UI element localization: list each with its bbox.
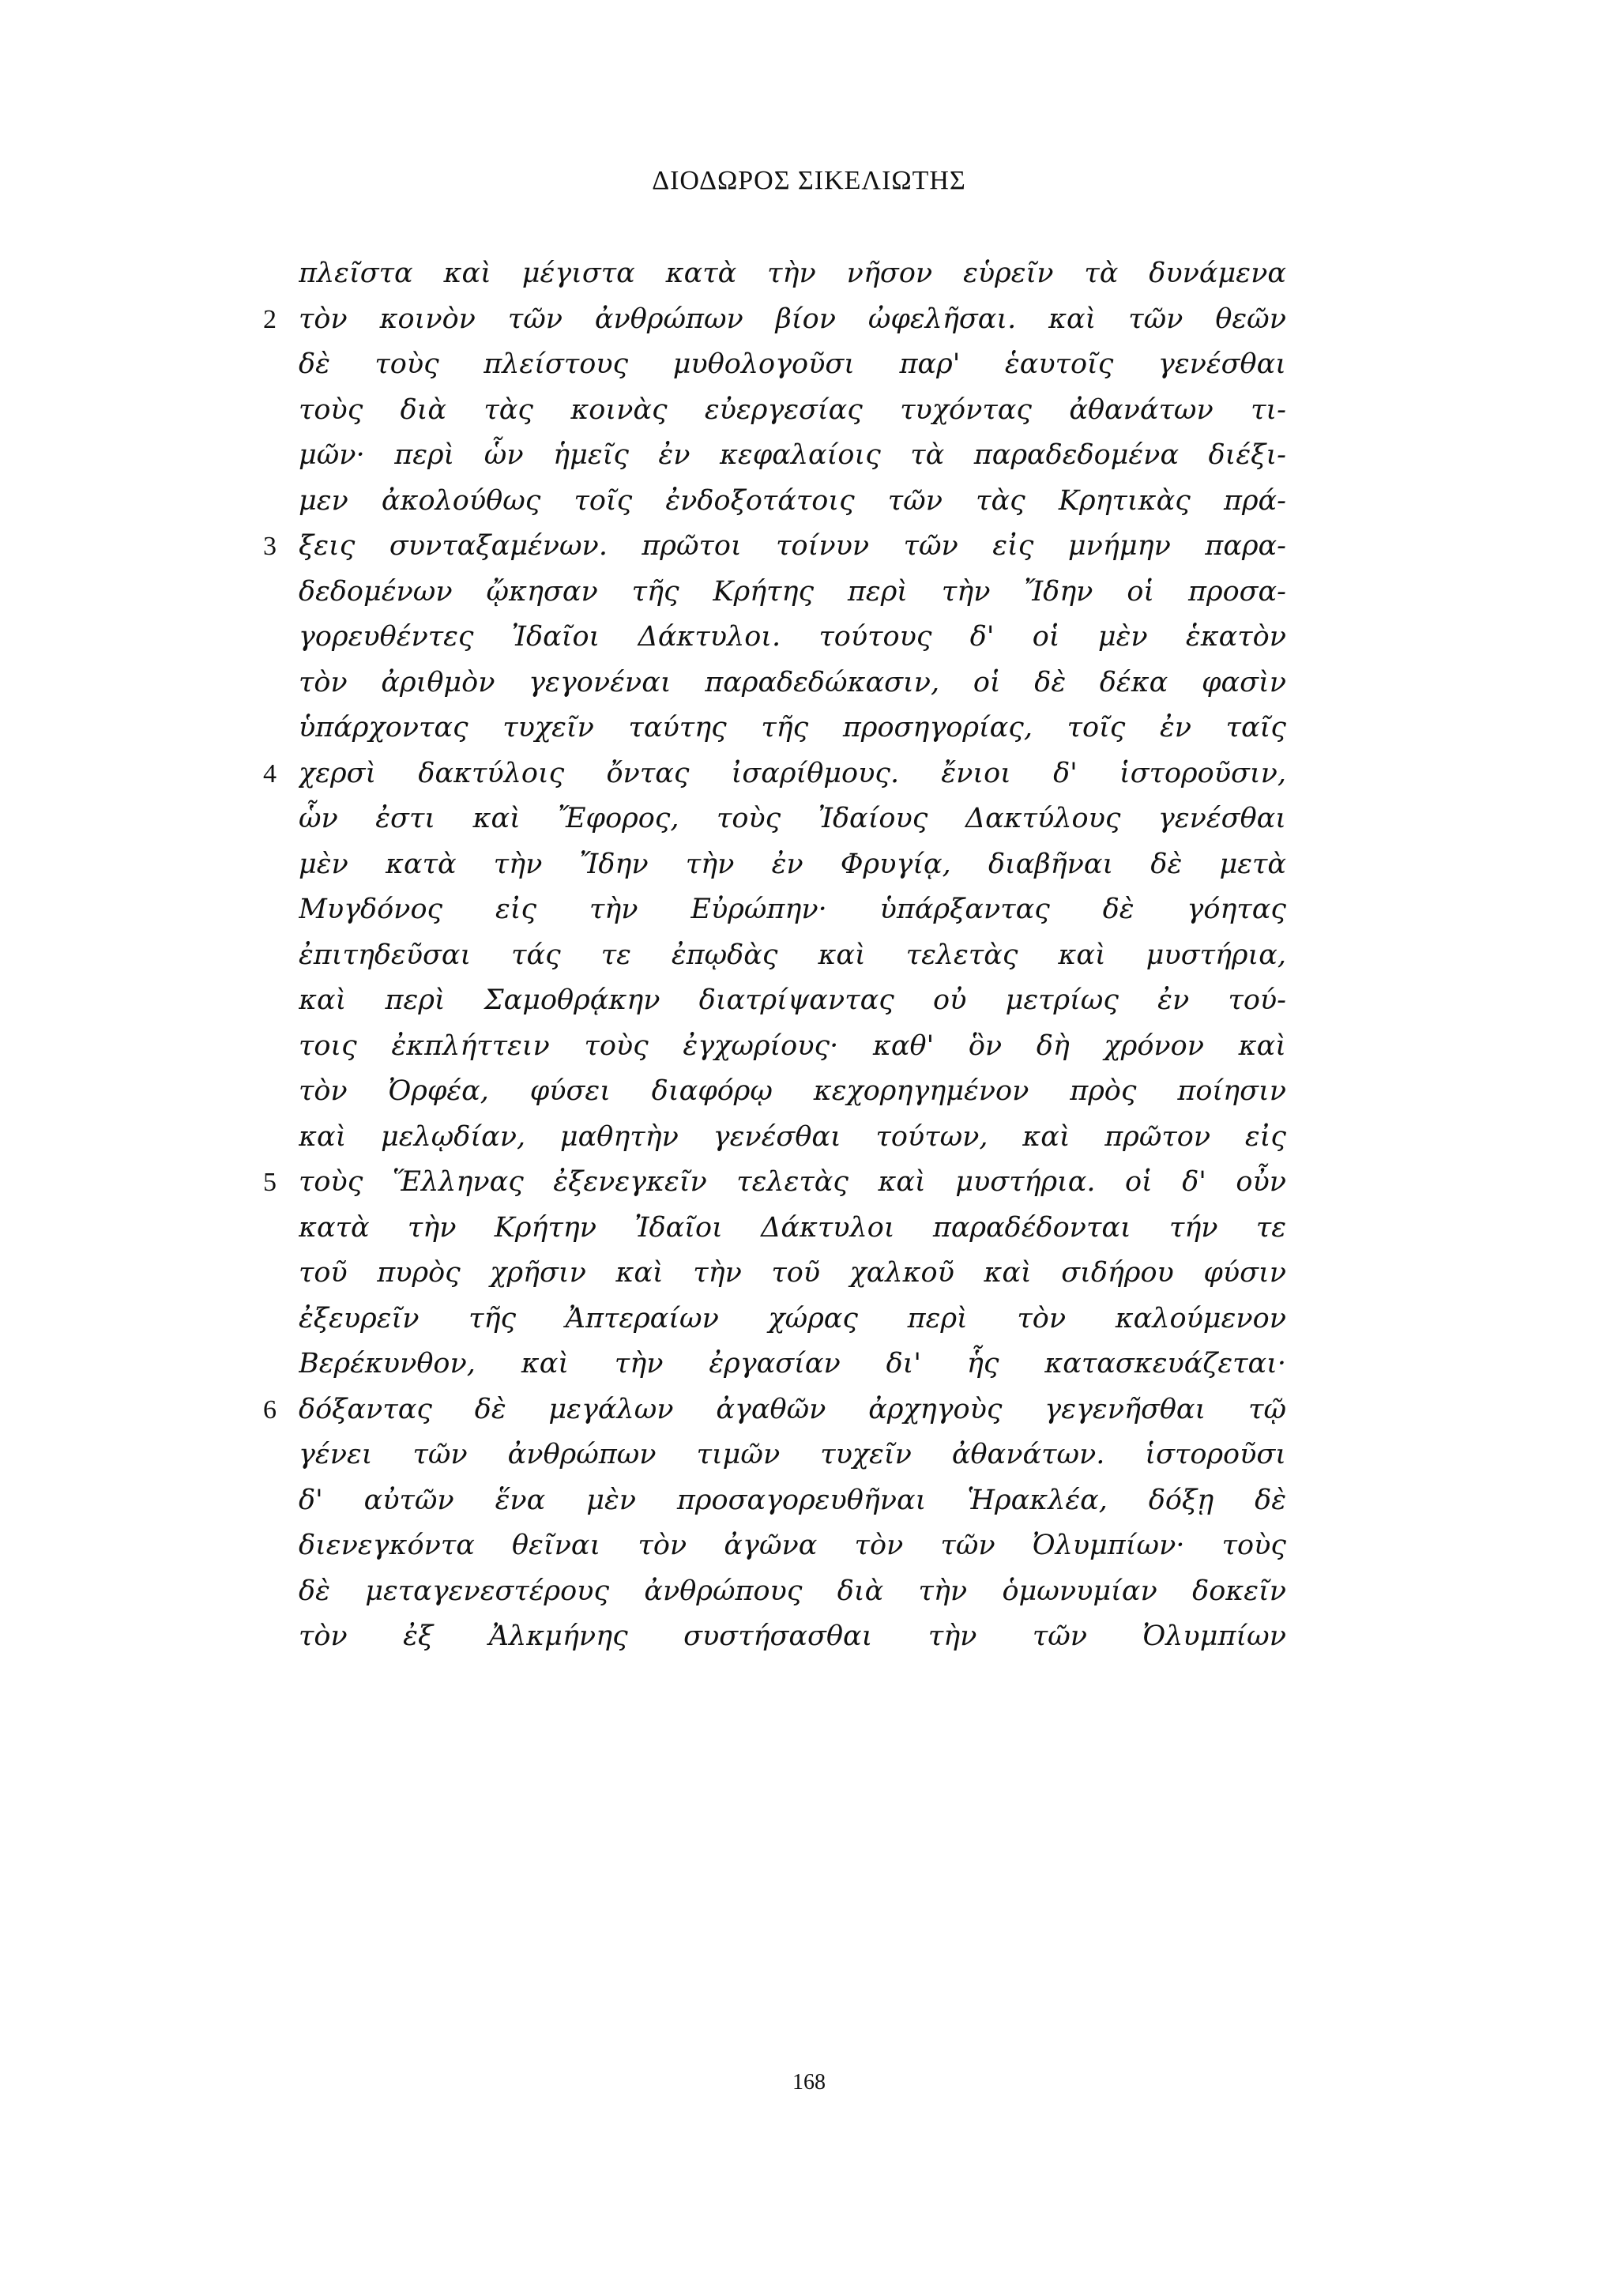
line-text: γορευθέντες Ἰδαῖοι Δάκτυλοι. τούτους δ' οἱ μὲν ἑκατὸν <box>299 621 1286 653</box>
line-text: καὶ περὶ Σαμοθρᾴκην διατρίψαντας οὐ μετρίως ἐν τού- <box>299 984 1286 1016</box>
section-number: 5 <box>263 1168 277 1197</box>
line-text: τοὺς διὰ τὰς κοινὰς εὐεργεσίας τυχόντας ἀθανάτων τι- <box>299 393 1286 426</box>
running-title: ΔΙΟΔΩΡΟΣ ΣΙΚΕΛΙΩΤΗΣ <box>652 166 966 195</box>
line-text: μῶν· περὶ ὧν ἡμεῖς ἐν κεφαλαίοις τὰ παραδεδομένα διέξι- <box>299 439 1286 471</box>
line-text: γένει τῶν ἀνθρώπων τιμῶν τυχεῖν ἀθανάτων. ἱστοροῦσι <box>299 1439 1286 1470</box>
text-line <box>299 1569 1286 1615</box>
line-text: τοις ἐκπλήττειν τοὺς ἐγχωρίους· καθ' ὃν δὴ χρόνον καὶ <box>299 1029 1286 1062</box>
line-text: χερσὶ δακτύλοις ὄντας ἰσαρίθμους. ἔνιοι δ' ἱστοροῦσιν, <box>299 757 1286 789</box>
text-line <box>299 1297 1286 1342</box>
text-line <box>299 570 1286 615</box>
text-line <box>299 661 1286 706</box>
text-line <box>299 1432 1286 1478</box>
text-line <box>263 1160 1286 1206</box>
line-text: Βερέκυνθον, καὶ τὴν ἐργασίαν δι' ἧς κατασκευάζεται· <box>299 1348 1286 1379</box>
text-line <box>299 887 1286 933</box>
text-line <box>299 796 1286 842</box>
line-text: δόξαντας δὲ μεγάλων ἀγαθῶν ἀρχηγοὺς γεγενῆσθαι τῷ <box>299 1393 1286 1425</box>
text-line <box>299 1478 1286 1524</box>
text-line <box>263 524 1286 570</box>
line-text: μὲν κατὰ τὴν Ἴδην τὴν ἐν Φρυγίᾳ, διαβῆναι δὲ μετὰ <box>299 848 1286 880</box>
line-text: ἐξευρεῖν τῆς Ἀπτεραίων χώρας περὶ τὸν καλούμενον <box>299 1302 1286 1334</box>
text-line <box>299 342 1286 388</box>
line-text: τὸν ἐξ Ἀλκμήνης συστήσασθαι τὴν τῶν Ὀλυμπίων <box>299 1620 1286 1652</box>
text-line <box>299 1024 1286 1070</box>
line-text: κατὰ τὴν Κρήτην Ἰδαῖοι Δάκτυλοι παραδέδονται τήν τε <box>299 1211 1286 1244</box>
text-line <box>299 1069 1286 1115</box>
line-text: τοὺς Ἕλληνας ἐξενεγκεῖν τελετὰς καὶ μυστήρια. οἱ δ' οὖν <box>299 1166 1286 1198</box>
section-number: 6 <box>263 1395 277 1425</box>
text-line <box>299 1115 1286 1161</box>
text-line <box>299 706 1286 751</box>
section-number: 3 <box>263 532 277 561</box>
line-text: τοῦ πυρὸς χρῆσιν καὶ τὴν τοῦ χαλκοῦ καὶ σιδήρου φύσιν <box>299 1257 1286 1289</box>
text-line <box>299 1523 1286 1569</box>
line-text: Μυγδόνος εἰς τὴν Εὐρώπην· ὑπάρξαντας δὲ γόητας <box>299 894 1286 925</box>
text-line <box>299 388 1286 434</box>
line-text: πλεῖστα καὶ μέγιστα κατὰ τὴν νῆσον εὑρεῖν τὰ δυνάμενα <box>299 258 1286 289</box>
text-line <box>263 297 1286 343</box>
line-text: ὧν ἐστι καὶ Ἔφορος, τοὺς Ἰδαίους Δακτύλους γενέσθαι <box>299 803 1286 834</box>
text-line <box>263 751 1286 797</box>
line-text: μεν ἀκολούθως τοῖς ἐνδοξοτάτοις τῶν τὰς Κρητικὰς πρά- <box>299 484 1286 517</box>
line-text: διενεγκόντα θεῖναι τὸν ἀγῶνα τὸν τῶν Ὀλυμπίων· τοὺς <box>299 1530 1286 1561</box>
text-line <box>299 933 1286 979</box>
line-text: ἐπιτηδεῦσαι τάς τε ἐπῳδὰς καὶ τελετὰς καὶ μυστήρια, <box>299 939 1286 971</box>
text-line <box>263 1387 1286 1433</box>
line-text: τὸν ἀριθμὸν γεγονέναι παραδεδώκασιν, οἱ δὲ δέκα φασὶν <box>299 666 1286 698</box>
text-line <box>299 251 1286 297</box>
line-text: δὲ τοὺς πλείστους μυθολογοῦσι παρ' ἑαυτοῖς γενέσθαι <box>299 348 1286 380</box>
line-text: ξεις συνταξαμένων. πρῶτοι τοίνυν τῶν εἰς μνήμην παρα- <box>299 530 1286 562</box>
text-line <box>299 479 1286 525</box>
page-number: 168 <box>792 2070 826 2095</box>
line-text: τὸν Ὀρφέα, φύσει διαφόρῳ κεχορηγημένον πρὸς ποίησιν <box>299 1075 1286 1107</box>
text-line <box>299 1206 1286 1252</box>
line-text: καὶ μελῳδίαν, μαθητὴν γενέσθαι τούτων, καὶ πρῶτον εἰς <box>299 1120 1286 1153</box>
text-line <box>299 433 1286 479</box>
text-line <box>299 1342 1286 1387</box>
line-text: τὸν κοινὸν τῶν ἀνθρώπων βίον ὠφελῆσαι. καὶ τῶν θεῶν <box>299 303 1286 335</box>
text-line <box>299 1614 1286 1660</box>
text-line <box>299 842 1286 888</box>
line-text: δ' αὐτῶν ἕνα μὲν προσαγορευθῆναι Ἡρακλέα, δόξῃ δὲ <box>299 1484 1286 1516</box>
section-number: 4 <box>263 758 277 789</box>
text-line <box>299 615 1286 661</box>
line-text: δεδομένων ᾤκησαν τῆς Κρήτης περὶ τὴν Ἴδην οἱ προσα- <box>299 575 1286 608</box>
line-text: δὲ μεταγενεστέρους ἀνθρώπους διὰ τὴν ὁμωνυμίαν δοκεῖν <box>299 1575 1286 1607</box>
section-number: 2 <box>263 304 277 334</box>
text-line <box>299 1251 1286 1297</box>
main-text-block <box>263 251 1286 1660</box>
text-line <box>299 978 1286 1024</box>
line-text: ὑπάρχοντας τυχεῖν ταύτης τῆς προσηγορίας, τοῖς ἐν ταῖς <box>299 712 1286 743</box>
